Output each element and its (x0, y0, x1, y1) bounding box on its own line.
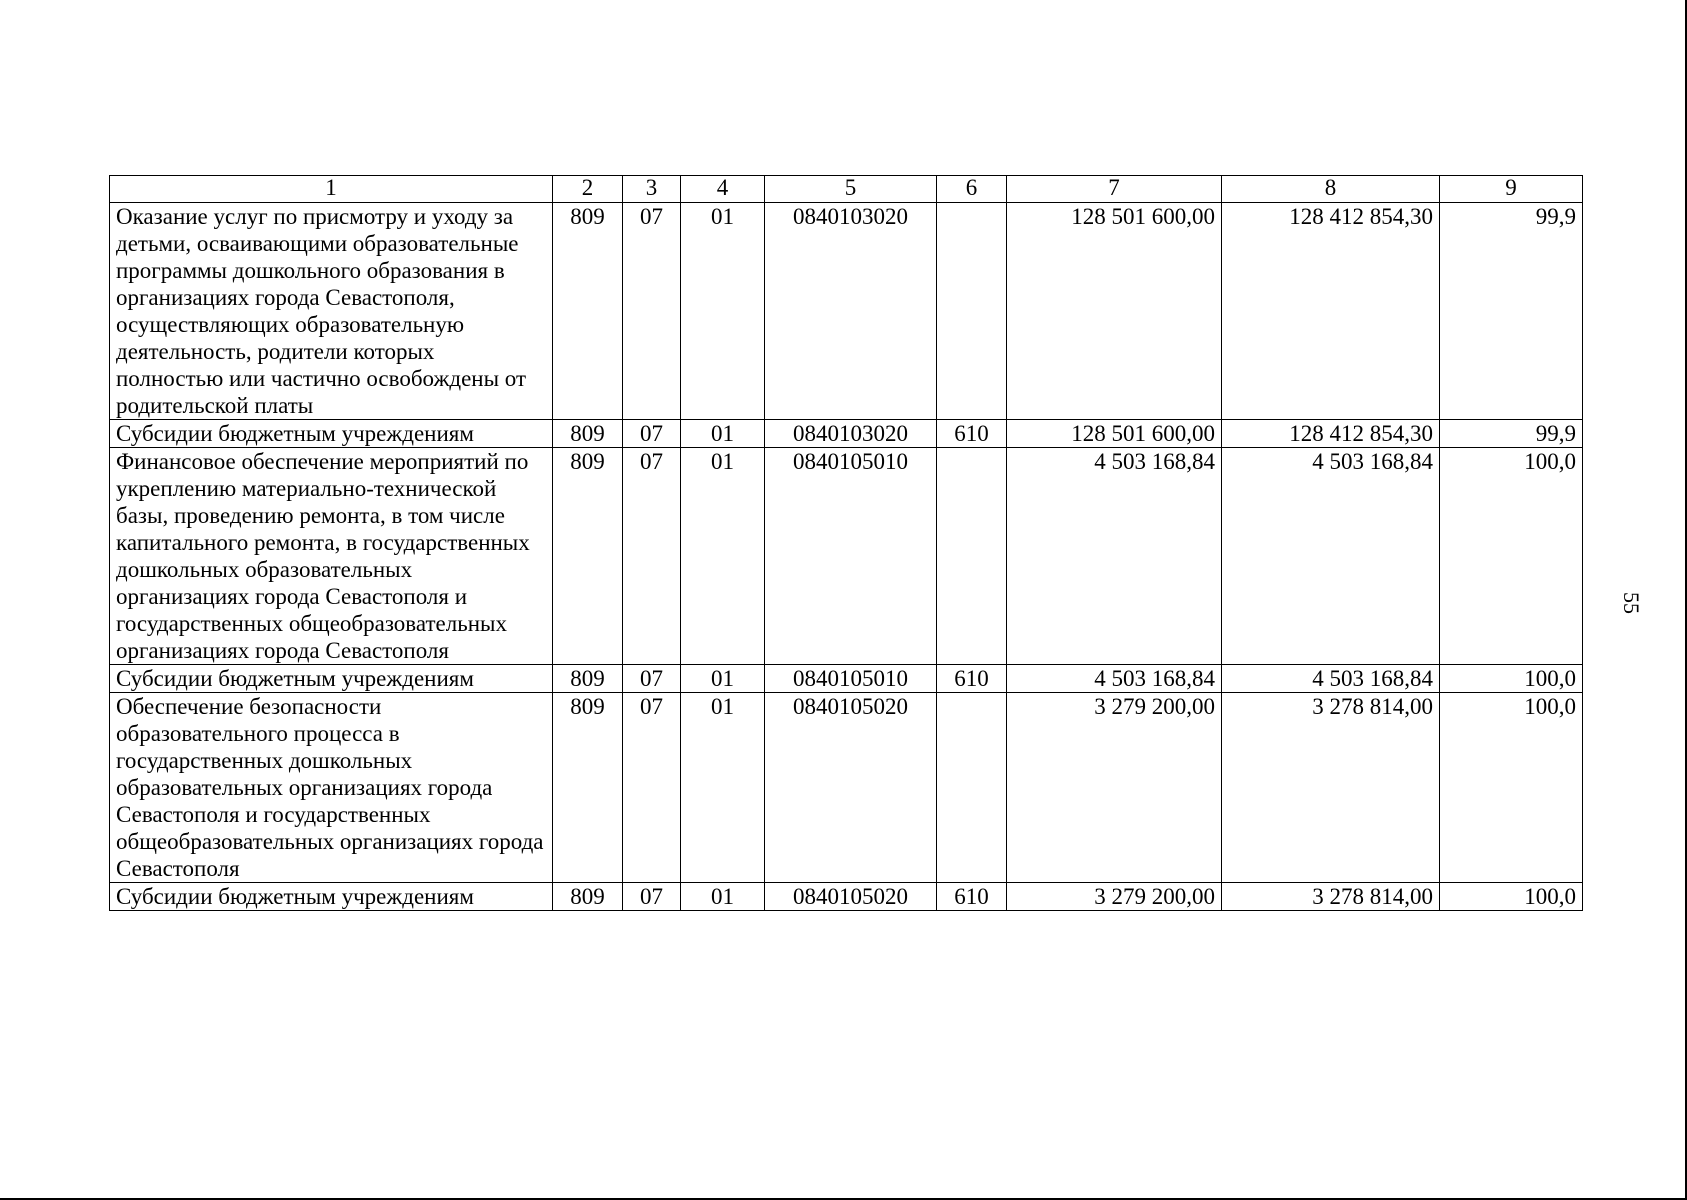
cell-col-2: 809 (553, 693, 623, 883)
row-name: Обеспечение безопасности образовательного процесса в государственных дошкольных образовательных организациях города Севастополя и государственных общеобразовательных организациях города Севастополя (110, 693, 553, 883)
cell-col-2: 809 (553, 883, 623, 911)
cell-col-6 (937, 693, 1007, 883)
cell-col-5: 0840105010 (765, 448, 937, 665)
cell-col-6 (937, 203, 1007, 420)
table-row (110, 203, 1583, 420)
cell-col-8: 128 412 854,30 (1222, 420, 1440, 448)
cell-col-7: 3 279 200,00 (1007, 693, 1222, 883)
cell-col-5: 0840103020 (765, 203, 937, 420)
header-col-2: 2 (553, 176, 623, 203)
row-name: Субсидии бюджетным учреждениям (110, 665, 553, 693)
cell-col-9: 99,9 (1440, 203, 1583, 420)
cell-col-3: 07 (623, 420, 681, 448)
cell-col-6: 610 (937, 883, 1007, 911)
table-row (110, 665, 1583, 693)
page-number: 55 (1619, 592, 1644, 614)
cell-col-5: 0840105020 (765, 883, 937, 911)
cell-col-5: 0840105020 (765, 693, 937, 883)
cell-col-6: 610 (937, 665, 1007, 693)
cell-col-4: 01 (681, 883, 765, 911)
header-col-4: 4 (681, 176, 765, 203)
row-name: Оказание услуг по присмотру и уходу за детьми, осваивающими образовательные программы дошкольного образования в организациях города Севастополя, осуществляющих образовательную деятельность, родители которых полностью или частично освобождены от родительской платы (110, 203, 553, 420)
cell-col-8: 3 278 814,00 (1222, 693, 1440, 883)
header-col-3: 3 (623, 176, 681, 203)
cell-col-9: 100,0 (1440, 693, 1583, 883)
cell-col-9: 100,0 (1440, 448, 1583, 665)
row-name: Финансовое обеспечение мероприятий по укреплению материально-технической базы, проведению ремонта, в том числе капитального ремонта, в государственных дошкольных образовательных организациях города Севастополя и государственных общеобразовательных организациях города Севастополя (110, 448, 553, 665)
cell-col-2: 809 (553, 420, 623, 448)
table-row (110, 693, 1583, 883)
cell-col-4: 01 (681, 420, 765, 448)
cell-col-8: 4 503 168,84 (1222, 448, 1440, 665)
cell-col-4: 01 (681, 693, 765, 883)
header-col-9: 9 (1440, 176, 1583, 203)
cell-col-7: 128 501 600,00 (1007, 203, 1222, 420)
cell-col-9: 100,0 (1440, 883, 1583, 911)
header-col-1: 1 (110, 176, 553, 203)
table-row (110, 420, 1583, 448)
cell-col-3: 07 (623, 693, 681, 883)
header-col-7: 7 (1007, 176, 1222, 203)
cell-col-3: 07 (623, 883, 681, 911)
cell-col-4: 01 (681, 448, 765, 665)
cell-col-4: 01 (681, 203, 765, 420)
cell-col-9: 99,9 (1440, 420, 1583, 448)
cell-col-6: 610 (937, 420, 1007, 448)
cell-col-3: 07 (623, 203, 681, 420)
cell-col-2: 809 (553, 665, 623, 693)
cell-col-3: 07 (623, 448, 681, 665)
cell-col-8: 3 278 814,00 (1222, 883, 1440, 911)
cell-col-5: 0840105010 (765, 665, 937, 693)
cell-col-5: 0840103020 (765, 420, 937, 448)
cell-col-2: 809 (553, 448, 623, 665)
header-col-6: 6 (937, 176, 1007, 203)
cell-col-8: 128 412 854,30 (1222, 203, 1440, 420)
cell-col-3: 07 (623, 665, 681, 693)
cell-col-9: 100,0 (1440, 665, 1583, 693)
cell-col-7: 4 503 168,84 (1007, 448, 1222, 665)
cell-col-7: 4 503 168,84 (1007, 665, 1222, 693)
header-row (110, 176, 1583, 203)
header-col-8: 8 (1222, 176, 1440, 203)
cell-col-4: 01 (681, 665, 765, 693)
cell-col-7: 3 279 200,00 (1007, 883, 1222, 911)
cell-col-6 (937, 448, 1007, 665)
cell-col-7: 128 501 600,00 (1007, 420, 1222, 448)
table-row (110, 448, 1583, 665)
header-col-5: 5 (765, 176, 937, 203)
budget-table (109, 175, 1583, 911)
cell-col-8: 4 503 168,84 (1222, 665, 1440, 693)
row-name: Субсидии бюджетным учреждениям (110, 420, 553, 448)
cell-col-2: 809 (553, 203, 623, 420)
table-row (110, 883, 1583, 911)
row-name: Субсидии бюджетным учреждениям (110, 883, 553, 911)
